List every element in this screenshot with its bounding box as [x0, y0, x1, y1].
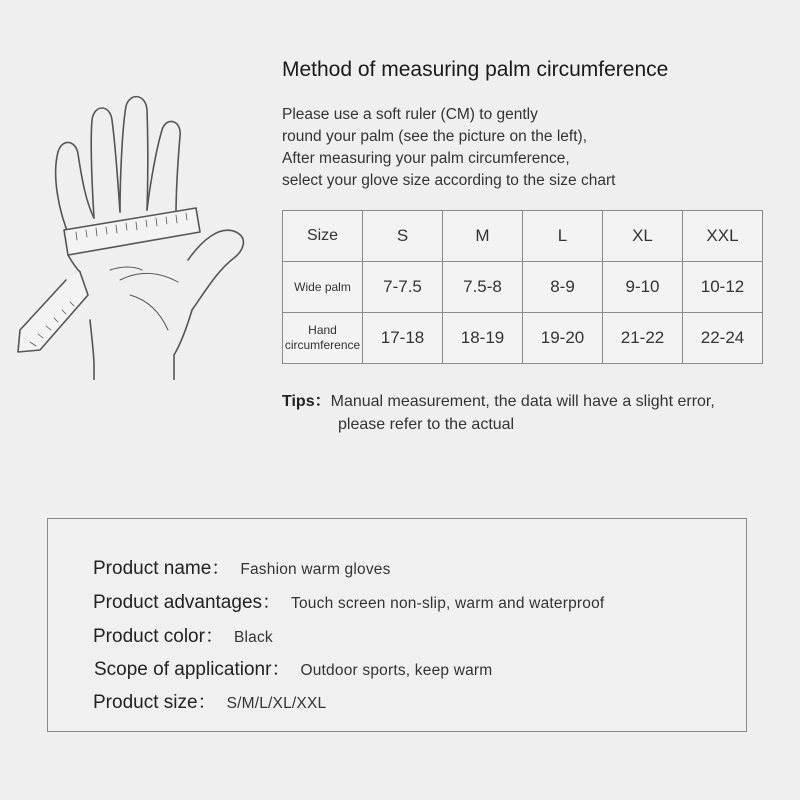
table-cell: 10-12 [683, 262, 763, 313]
table-cell: 9-10 [603, 262, 683, 313]
tips-note [282, 390, 715, 436]
row-label-line: circumference [284, 338, 361, 352]
tips-text: Manual measurement, the data will have a slight error, [330, 393, 715, 410]
product-name-row [93, 553, 391, 580]
instruction-line: round your palm (see the picture on the left), [282, 128, 587, 145]
instruction-line: Please use a soft ruler (CM) to gently [282, 106, 538, 123]
info-sep: ： [262, 592, 282, 613]
table-cell: 22-24 [683, 313, 763, 364]
header-cell: S [363, 211, 443, 262]
page-title: Method of measuring palm circumference [282, 58, 669, 81]
header-cell: L [523, 211, 603, 262]
instruction-line: After measuring your palm circumference, [282, 150, 570, 167]
info-key: Scope of applicationr [94, 659, 272, 680]
info-sep: ： [204, 626, 224, 647]
row-label-hand-circumference [283, 313, 363, 364]
table-cell: 17-18 [363, 313, 443, 364]
table-cell: 19-20 [523, 313, 603, 364]
info-value: S/M/L/XL/XXL [226, 695, 327, 712]
info-key: Product color [93, 626, 205, 647]
info-value: Black [233, 629, 273, 646]
table-header-row [283, 211, 763, 262]
table-cell: 21-22 [603, 313, 683, 364]
info-sep: ： [271, 659, 291, 680]
row-label-line: Hand [308, 323, 337, 337]
tips-label: Tips： [282, 393, 331, 410]
product-color-row [93, 621, 273, 648]
row-label-wide-palm: Wide palm [283, 262, 363, 313]
size-chart-table [282, 210, 763, 364]
header-cell: XXL [683, 211, 763, 262]
tips-text-continued: please refer to the actual [338, 416, 515, 433]
table-cell: 7.5-8 [443, 262, 523, 313]
info-key: Product size [93, 692, 198, 713]
table-row-wide-palm [283, 262, 763, 313]
product-size-row [93, 687, 326, 714]
table-cell: 8-9 [523, 262, 603, 313]
info-sep: ： [211, 558, 231, 579]
info-value: Fashion warm gloves [240, 561, 391, 578]
table-cell: 7-7.5 [363, 262, 443, 313]
info-key: Product name [93, 558, 212, 579]
header-cell-size: Size [283, 211, 363, 262]
info-value: Touch screen non-slip, warm and waterproof [291, 595, 605, 612]
header-cell: XL [603, 211, 683, 262]
instructions [282, 104, 615, 192]
product-info-box [47, 518, 747, 732]
table-row-hand-circumference [283, 313, 763, 364]
info-sep: ： [197, 692, 217, 713]
table-cell: 18-19 [443, 313, 523, 364]
scope-of-application-row [94, 654, 492, 681]
instruction-line: select your glove size according to the size chart [282, 172, 616, 189]
info-value: Outdoor sports, keep warm [300, 662, 493, 679]
header-cell: M [443, 211, 523, 262]
hand-measuring-tape-illustration [10, 90, 280, 380]
product-advantages-row [93, 587, 604, 614]
info-key: Product advantages [93, 592, 263, 613]
